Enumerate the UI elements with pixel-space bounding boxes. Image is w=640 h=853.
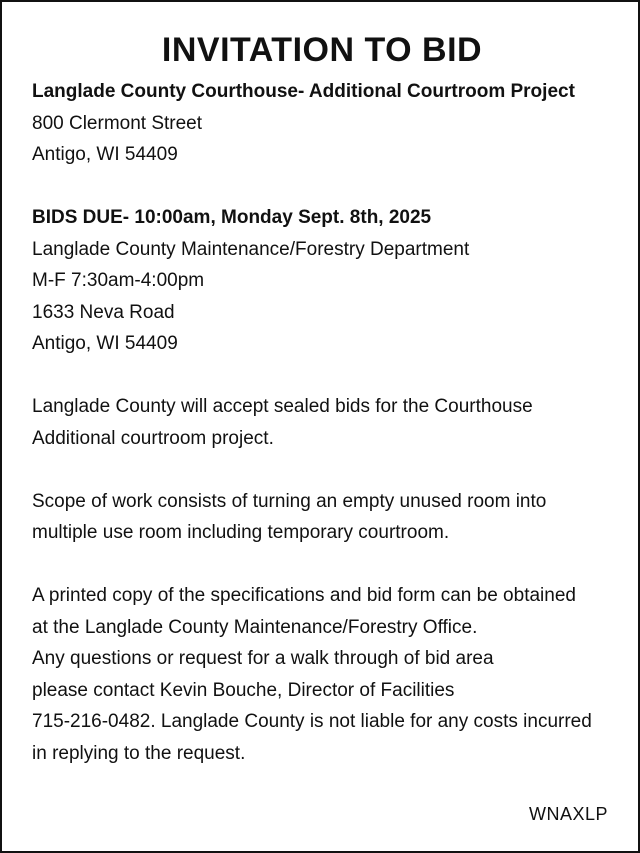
bids-street: 1633 Neva Road	[32, 301, 175, 323]
specs-line: Any questions or request for a walk through of bid area	[32, 648, 494, 669]
accept-line: Additional courtroom project.	[32, 427, 274, 449]
specs-line: in replying to the request.	[32, 742, 246, 764]
bids-hours: M-F 7:30am-4:00pm	[32, 270, 205, 291]
specs-line: 715-216-0482. Langlade County is not liable for any costs incurred	[32, 711, 592, 732]
bids-due: BIDS DUE- 10:00am, Monday Sept. 8th, 2025	[32, 207, 432, 228]
specs-line: A printed copy of the specifications and bid form can be obtained	[32, 585, 576, 606]
bids-city: Antigo, WI 54409	[32, 333, 178, 354]
project-city: Antigo, WI 54409	[32, 144, 178, 165]
spacer	[32, 360, 622, 392]
spacer	[32, 549, 622, 581]
specs-line: please contact Kevin Bouche, Director of Facilities	[32, 679, 455, 701]
specs-line: at the Langlade County Maintenance/Forestry Office.	[32, 616, 478, 638]
project-name: Langlade County Courthouse- Additional Courtroom Project	[32, 81, 575, 102]
spacer	[32, 171, 622, 203]
notice-body	[32, 76, 622, 769]
accept-line: Langlade County will accept sealed bids for the Courthouse	[32, 396, 533, 417]
bids-department: Langlade County Maintenance/Forestry Department	[32, 238, 470, 260]
footer-code: WNAXLP	[528, 804, 608, 824]
scope-line: Scope of work consists of turning an empty unused room into	[32, 490, 547, 512]
page-title: INVITATION TO BID	[161, 31, 483, 69]
project-street: 800 Clermont Street	[32, 112, 203, 134]
spacer	[32, 454, 622, 486]
scope-line: multiple use room including temporary courtroom.	[32, 522, 450, 543]
